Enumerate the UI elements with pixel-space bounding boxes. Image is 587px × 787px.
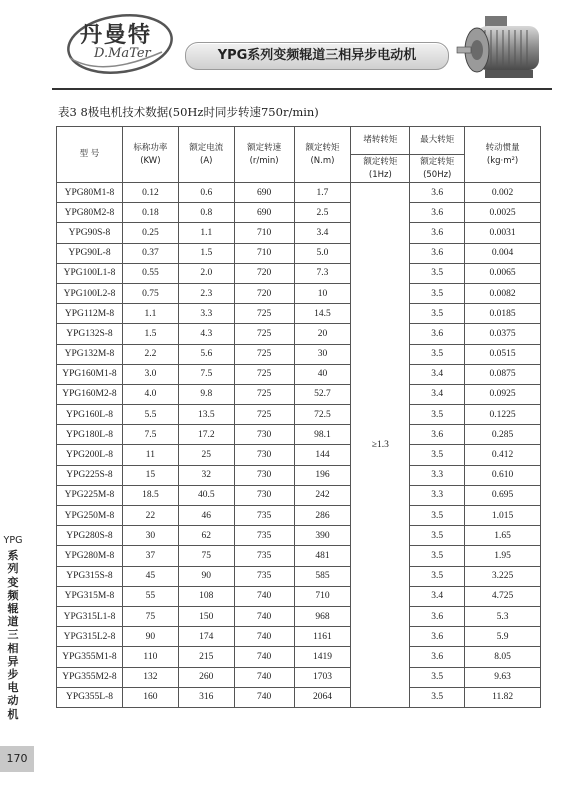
cell-power: 0.25 (122, 223, 178, 243)
cell-max: 3.5 (410, 263, 465, 283)
cell-torque: 1703 (294, 667, 351, 687)
cell-speed: 735 (234, 546, 294, 566)
cell-inertia: 3.225 (465, 566, 541, 586)
cell-model: YPG355M1-8 (57, 647, 123, 667)
cell-power: 3.0 (122, 364, 178, 384)
table-row (57, 405, 541, 425)
table-row (57, 243, 541, 263)
spec-table (56, 126, 541, 708)
cell-model: YPG225M-8 (57, 485, 123, 505)
cell-model: YPG180L-8 (57, 425, 123, 445)
cell-speed: 710 (234, 243, 294, 263)
cell-speed: 735 (234, 566, 294, 586)
cell-torque: 40 (294, 364, 351, 384)
page-number: 170 (0, 746, 34, 772)
cell-current: 40.5 (178, 485, 234, 505)
cell-inertia: 11.82 (465, 687, 541, 707)
cell-max: 3.5 (410, 445, 465, 465)
cell-torque: 5.0 (294, 243, 351, 263)
cell-speed: 725 (234, 364, 294, 384)
cell-locked-ratio: ≥1.3 (351, 183, 410, 708)
cell-inertia: 0.412 (465, 445, 541, 465)
cell-max: 3.6 (410, 425, 465, 445)
cell-max: 3.5 (410, 566, 465, 586)
cell-model: YPG160M2-8 (57, 384, 123, 404)
cell-power: 1.1 (122, 304, 178, 324)
cell-model: YPG90L-8 (57, 243, 123, 263)
cell-speed: 720 (234, 283, 294, 303)
cell-speed: 735 (234, 526, 294, 546)
cell-max: 3.4 (410, 384, 465, 404)
cell-inertia: 0.0065 (465, 263, 541, 283)
header-locked-torque: 堵转转矩 (351, 127, 410, 155)
cell-inertia: 5.9 (465, 627, 541, 647)
side-series-label (2, 534, 24, 721)
cell-max: 3.6 (410, 223, 465, 243)
cell-power: 5.5 (122, 405, 178, 425)
cell-model: YPG132S-8 (57, 324, 123, 344)
cell-speed: 740 (234, 687, 294, 707)
table-row (57, 586, 541, 606)
cell-current: 260 (178, 667, 234, 687)
cell-torque: 585 (294, 566, 351, 586)
cell-max: 3.5 (410, 283, 465, 303)
table-row (57, 263, 541, 283)
table-row (57, 384, 541, 404)
cell-max: 3.5 (410, 687, 465, 707)
cell-inertia: 0.0025 (465, 203, 541, 223)
header-title-banner (185, 42, 449, 70)
table-row (57, 223, 541, 243)
cell-torque: 1161 (294, 627, 351, 647)
cell-model: YPG355M2-8 (57, 667, 123, 687)
cell-inertia: 0.1225 (465, 405, 541, 425)
cell-inertia: 0.285 (465, 425, 541, 445)
cell-inertia: 0.0375 (465, 324, 541, 344)
cell-max: 3.4 (410, 586, 465, 606)
brand-name-en: D.MaTer (94, 46, 151, 61)
cell-model: YPG315L2-8 (57, 627, 123, 647)
cell-current: 2.3 (178, 283, 234, 303)
cell-power: 4.0 (122, 384, 178, 404)
cell-model: YPG315S-8 (57, 566, 123, 586)
cell-torque: 242 (294, 485, 351, 505)
cell-model: YPG100L1-8 (57, 263, 123, 283)
header-max-ratio: 额定转矩 (50Hz) (410, 155, 465, 183)
cell-current: 25 (178, 445, 234, 465)
cell-current: 90 (178, 566, 234, 586)
cell-current: 13.5 (178, 405, 234, 425)
cell-power: 110 (122, 647, 178, 667)
spec-table-body (57, 183, 541, 708)
cell-power: 0.12 (122, 183, 178, 203)
cell-speed: 740 (234, 627, 294, 647)
cell-torque: 481 (294, 546, 351, 566)
cell-torque: 10 (294, 283, 351, 303)
cell-model: YPG280M-8 (57, 546, 123, 566)
cell-power: 18.5 (122, 485, 178, 505)
cell-inertia: 1.015 (465, 506, 541, 526)
cell-speed: 725 (234, 324, 294, 344)
cell-power: 75 (122, 606, 178, 626)
cell-current: 3.3 (178, 304, 234, 324)
table-caption: 表3 8极电机技术数据(50Hz时同步转速750r/min) (58, 105, 319, 119)
cell-inertia: 8.05 (465, 647, 541, 667)
table-row (57, 566, 541, 586)
cell-max: 3.6 (410, 324, 465, 344)
page-title: YPG系列变频辊道三相异步电动机 (217, 48, 417, 63)
cell-speed: 730 (234, 425, 294, 445)
cell-power: 1.5 (122, 324, 178, 344)
cell-speed: 725 (234, 304, 294, 324)
cell-model: YPG80M2-8 (57, 203, 123, 223)
cell-power: 45 (122, 566, 178, 586)
cell-current: 32 (178, 465, 234, 485)
table-row (57, 627, 541, 647)
cell-max: 3.5 (410, 506, 465, 526)
cell-power: 90 (122, 627, 178, 647)
cell-speed: 730 (234, 485, 294, 505)
cell-inertia: 0.0082 (465, 283, 541, 303)
cell-torque: 3.4 (294, 223, 351, 243)
cell-model: YPG90S-8 (57, 223, 123, 243)
cell-model: YPG132M-8 (57, 344, 123, 364)
cell-speed: 725 (234, 384, 294, 404)
cell-torque: 14.5 (294, 304, 351, 324)
header-current: 额定电流 (A) (178, 127, 234, 183)
cell-speed: 740 (234, 606, 294, 626)
table-row (57, 667, 541, 687)
cell-max: 3.6 (410, 647, 465, 667)
cell-power: 2.2 (122, 344, 178, 364)
table-row (57, 526, 541, 546)
cell-max: 3.5 (410, 304, 465, 324)
table-row (57, 344, 541, 364)
table-row (57, 647, 541, 667)
cell-power: 132 (122, 667, 178, 687)
cell-inertia: 1.65 (465, 526, 541, 546)
cell-torque: 1.7 (294, 183, 351, 203)
cell-inertia: 1.95 (465, 546, 541, 566)
cell-speed: 740 (234, 647, 294, 667)
cell-inertia: 0.610 (465, 465, 541, 485)
cell-torque: 72.5 (294, 405, 351, 425)
cell-max: 3.6 (410, 203, 465, 223)
table-row (57, 283, 541, 303)
header-locked-ratio: 额定转矩 (1Hz) (351, 155, 410, 183)
cell-inertia: 4.725 (465, 586, 541, 606)
cell-max: 3.5 (410, 405, 465, 425)
cell-model: YPG160L-8 (57, 405, 123, 425)
cell-model: YPG80M1-8 (57, 183, 123, 203)
cell-model: YPG100L2-8 (57, 283, 123, 303)
cell-inertia: 0.0875 (465, 364, 541, 384)
cell-torque: 390 (294, 526, 351, 546)
cell-current: 4.3 (178, 324, 234, 344)
cell-current: 9.8 (178, 384, 234, 404)
table-row (57, 425, 541, 445)
cell-model: YPG200L-8 (57, 445, 123, 465)
cell-max: 3.5 (410, 344, 465, 364)
cell-torque: 196 (294, 465, 351, 485)
cell-inertia: 0.004 (465, 243, 541, 263)
cell-current: 7.5 (178, 364, 234, 384)
cell-inertia: 5.3 (465, 606, 541, 626)
cell-current: 316 (178, 687, 234, 707)
header-power: 标称功率 (KW) (122, 127, 178, 183)
cell-max: 3.6 (410, 183, 465, 203)
cell-torque: 52.7 (294, 384, 351, 404)
table-row (57, 485, 541, 505)
cell-current: 62 (178, 526, 234, 546)
cell-power: 0.75 (122, 283, 178, 303)
cell-torque: 30 (294, 344, 351, 364)
cell-power: 22 (122, 506, 178, 526)
cell-current: 0.6 (178, 183, 234, 203)
table-row (57, 445, 541, 465)
cell-inertia: 0.695 (465, 485, 541, 505)
cell-max: 3.5 (410, 526, 465, 546)
cell-current: 17.2 (178, 425, 234, 445)
cell-current: 0.8 (178, 203, 234, 223)
header-inertia: 转动惯量 (kg·m²) (465, 127, 541, 183)
cell-power: 0.18 (122, 203, 178, 223)
table-row (57, 183, 541, 203)
cell-torque: 98.1 (294, 425, 351, 445)
table-row (57, 324, 541, 344)
motor-image (455, 10, 565, 86)
cell-model: YPG355L-8 (57, 687, 123, 707)
cell-inertia: 0.0515 (465, 344, 541, 364)
cell-torque: 144 (294, 445, 351, 465)
cell-current: 46 (178, 506, 234, 526)
table-row (57, 606, 541, 626)
brand-name-cn: 丹曼特 (80, 23, 153, 48)
cell-torque: 968 (294, 606, 351, 626)
cell-speed: 730 (234, 465, 294, 485)
table-row (57, 364, 541, 384)
header-torque: 额定转矩 (N.m) (294, 127, 351, 183)
cell-speed: 740 (234, 586, 294, 606)
cell-current: 5.6 (178, 344, 234, 364)
cell-inertia: 0.002 (465, 183, 541, 203)
cell-power: 7.5 (122, 425, 178, 445)
header-max-torque: 最大转矩 (410, 127, 465, 155)
cell-model: YPG160M1-8 (57, 364, 123, 384)
table-row (57, 546, 541, 566)
cell-torque: 1419 (294, 647, 351, 667)
cell-speed: 735 (234, 506, 294, 526)
cell-current: 1.1 (178, 223, 234, 243)
cell-model: YPG250M-8 (57, 506, 123, 526)
cell-model: YPG225S-8 (57, 465, 123, 485)
cell-max: 3.6 (410, 243, 465, 263)
side-series-title: 系 列 变 频 辊 道 三 相 异 步 电 动 机 (7, 549, 19, 721)
cell-torque: 286 (294, 506, 351, 526)
cell-speed: 740 (234, 667, 294, 687)
cell-inertia: 0.0031 (465, 223, 541, 243)
cell-power: 55 (122, 586, 178, 606)
cell-max: 3.5 (410, 667, 465, 687)
cell-current: 108 (178, 586, 234, 606)
cell-current: 150 (178, 606, 234, 626)
cell-max: 3.3 (410, 485, 465, 505)
table-row (57, 506, 541, 526)
cell-inertia: 0.0925 (465, 384, 541, 404)
motor-icon (455, 10, 565, 86)
cell-speed: 690 (234, 203, 294, 223)
cell-power: 0.55 (122, 263, 178, 283)
table-row (57, 465, 541, 485)
cell-current: 215 (178, 647, 234, 667)
cell-model: YPG280S-8 (57, 526, 123, 546)
cell-speed: 690 (234, 183, 294, 203)
cell-current: 174 (178, 627, 234, 647)
cell-power: 30 (122, 526, 178, 546)
cell-speed: 730 (234, 445, 294, 465)
header-divider (52, 88, 552, 90)
header-model: 型 号 (57, 127, 123, 183)
cell-speed: 720 (234, 263, 294, 283)
cell-power: 15 (122, 465, 178, 485)
cell-speed: 725 (234, 405, 294, 425)
cell-torque: 2064 (294, 687, 351, 707)
cell-max: 3.6 (410, 606, 465, 626)
cell-model: YPG112M-8 (57, 304, 123, 324)
cell-power: 11 (122, 445, 178, 465)
cell-model: YPG315L1-8 (57, 606, 123, 626)
cell-torque: 710 (294, 586, 351, 606)
cell-inertia: 9.63 (465, 667, 541, 687)
cell-power: 160 (122, 687, 178, 707)
header-speed: 额定转速 (r/min) (234, 127, 294, 183)
table-row (57, 304, 541, 324)
table-row (57, 687, 541, 707)
cell-model: YPG315M-8 (57, 586, 123, 606)
cell-speed: 725 (234, 344, 294, 364)
cell-torque: 20 (294, 324, 351, 344)
cell-current: 1.5 (178, 243, 234, 263)
cell-current: 2.0 (178, 263, 234, 283)
cell-power: 0.37 (122, 243, 178, 263)
cell-inertia: 0.0185 (465, 304, 541, 324)
cell-max: 3.5 (410, 546, 465, 566)
cell-speed: 710 (234, 223, 294, 243)
cell-torque: 2.5 (294, 203, 351, 223)
cell-max: 3.4 (410, 364, 465, 384)
cell-max: 3.6 (410, 627, 465, 647)
side-series-code: YPG (3, 535, 23, 546)
cell-torque: 7.3 (294, 263, 351, 283)
brand-logo (62, 8, 182, 78)
cell-current: 75 (178, 546, 234, 566)
cell-power: 37 (122, 546, 178, 566)
table-row (57, 203, 541, 223)
cell-max: 3.3 (410, 465, 465, 485)
